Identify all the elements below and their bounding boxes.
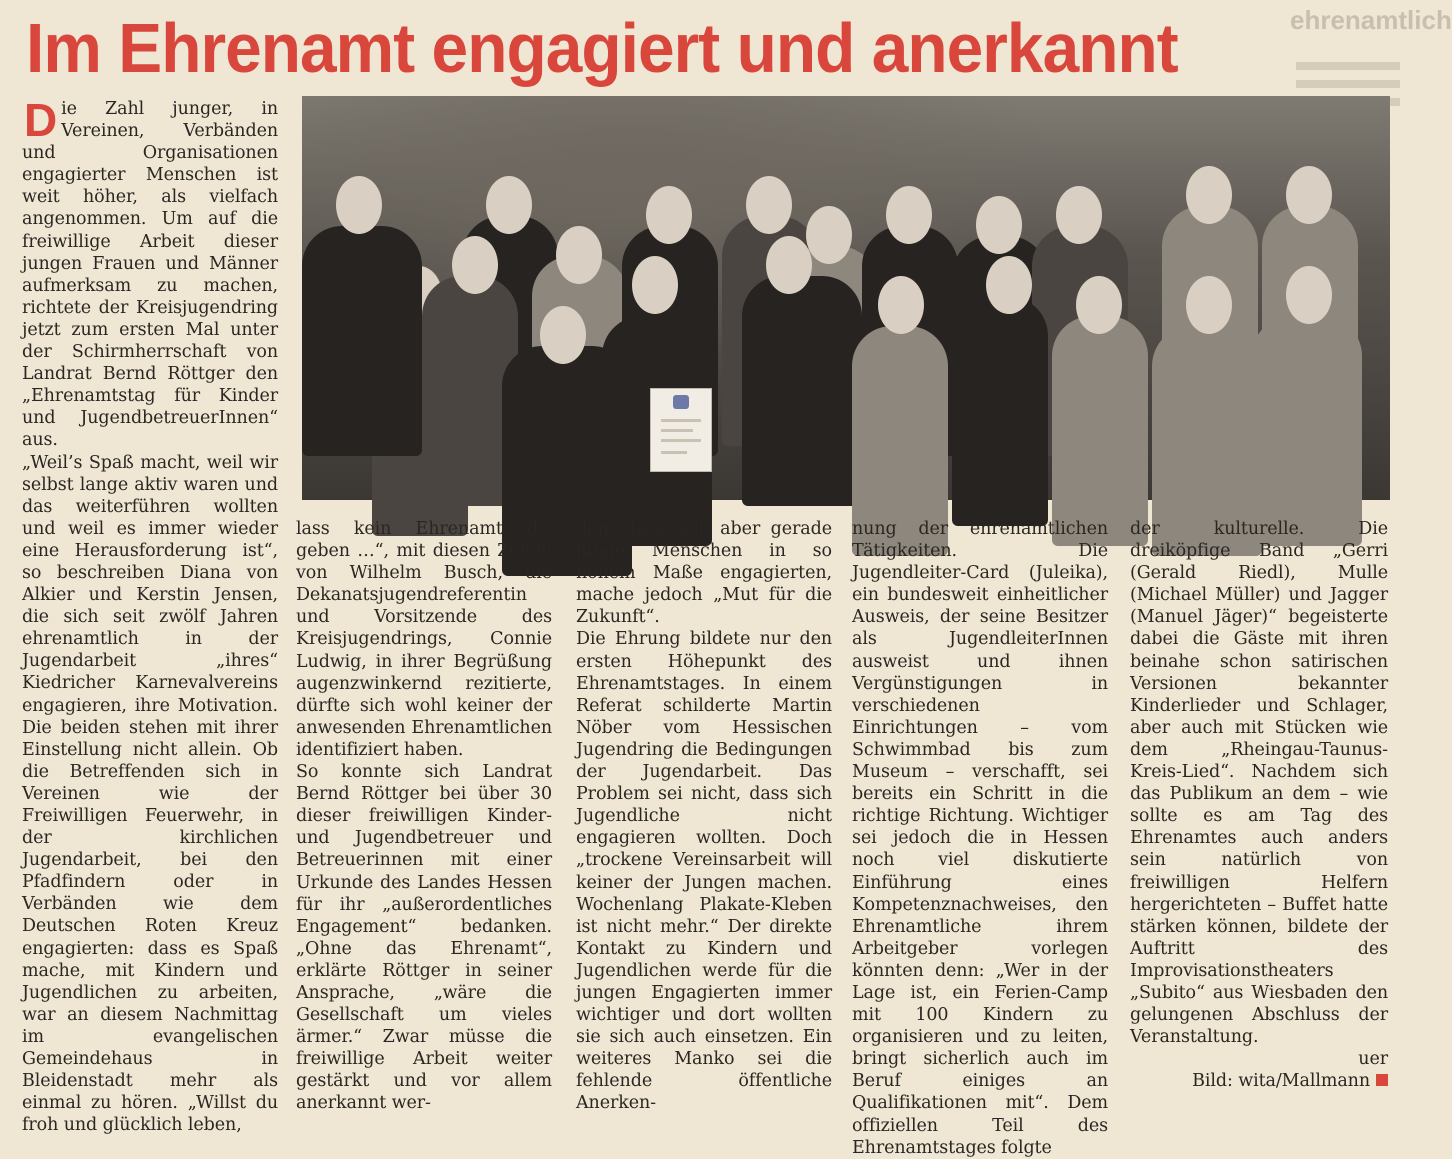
photo-credit: Bild: wita/Mallmann [1130,1070,1388,1092]
lead-paragraph: Die Zahl junger, in Vereinen, Verbänden und Organisationen engagierter Menschen ist weit höher, als vielfach angenommen. Um auf die freiwillige Arbeit dieser jungen Frauen und Männer aufmerksam zu machen, richtete der Kreisjugendring jetzt zum ersten Mal unter der Schirmherrschaft von Landrat Bernd Röttger den „Ehrenamtstag für Kinder und JugendbetreuerInnen“ aus. [22,94,278,451]
author-byline: uer [1358,1049,1388,1070]
group-photo [302,96,1390,500]
paragraph: der kulturelle. Die dreiköpfige Band „Gerri (Gerald Riedl), Mulle (Michael Müller) und Jagger (Manuel Jäger)“ begeisterte dabei die Gäste mit ihren beinahe schon satirischen Versionen bekannter Kinderlieder und Schlager, aber auch mit Stücken wie dem „Rheingau-Taunus-Kreis-Lied“. Nachdem sich das Publikum an dem – wie sollte es am Tag des Ehrenamtes auch anders sein natürlich von freiwilligen Helfern hergerichteten – Buffet hatte stärken können, bildete der Auftritt des Improvisationstheaters „Subito“ aus Wiesbaden den gelungenen Abschluss der Veranstaltung. [1130,519,1388,1048]
article-column-4 [852,518,1108,1158]
article-column-5 [1130,518,1388,1098]
paragraph: Die Ehrung bildete nur den ersten Höhepunkt des Ehrenamtstages. In einem Referat schilderte Martin Nöber vom Hessischen Jugendring die Bedingungen der Jugendarbeit. Das Problem sei nicht, dass sich Jugendliche nicht engagieren wollten. Doch „trockene Vereinsarbeit will keiner der Jungen machen. Wochenlang Plakate-Kleben ist nicht mehr.“ Der direkte Kontakt zu Kindern und Jugendlichen werde für die jungen Engagierten immer wichtiger und dort wollten sie sich auch einsetzen. Ein weiteres Manko sei die fehlende öffentliche Anerken- [576,629,832,1114]
drop-cap: D [24,94,58,146]
certificate [650,388,712,472]
paragraph: nung der ehrenamtlichen Tätigkeiten. Die Jugendleiter-Card (Juleika), ein bundesweit einheitlicher Ausweis, der seine Besitzer als JugendleiterInnen ausweist und ihnen Vergünstigungen in verschiedenen Einrichtungen – vom Schwimmbad bis zum Museum – verschafft, sei bereits ein Schritt in die richtige Richtung. Wichtiger sei jedoch die in Hessen noch viel diskutierte Einführung eines Kompetenznachweises, den Ehrenamtliche ihrem Arbeitgeber vorlegen könnten denn: „Wer in der Lage ist, ein Ferien-Camp mit 100 Kindern zu organisieren und zu leiten, bringt sicherlich auch im Beruf einiges an Qualifikationen mit“. Dem offiziellen Teil des Ehrenamtstages folgte [852,519,1108,1158]
paragraph: lass kein Ehrenamt dir geben …“, mit diesen Zeilen von Wilhelm Busch, die Dekanatsjugendreferentin und Vorsitzende des Kreisjugendrings, Connie Ludwig, in ihrer Begrüßung augenzwinkernd rezitierte, dürfte sich wohl keiner der anwesenden Ehrenamtlichen identifiziert haben. [296,519,552,760]
article-column-3 [576,518,832,1114]
paragraph: den, dass sich aber gerade junge Menschen in so hohem Maße engagierten, mache jedoch „Mut für die Zukunft“. [576,519,832,628]
paragraph: „Weil’s Spaß macht, weil wir selbst lange aktiv waren und das weiterführen wollten und weil es immer wieder eine Herausforderung ist“, so beschreiben Diana von Alkier und Kerstin Jensen, die sich seit zwölf Jahren ehrenamtlich in der Jugendarbeit „ihres“ Kiedricher Karnevalvereins engagieren, ihre Motivation. Die beiden stehen mit ihrer Einstellung nicht allein. Ob die Betreffenden sich in Vereinen wie der Freiwilligen Feuerwehr, in der kirchlichen Jugendarbeit, bei den Pfadfindern oder in Verbänden wie dem Deutschen Roten Kreuz engagierten: dass es Spaß mache, mit Kindern und Jugendlichen zu arbeiten, war an diesem Nachmittag im evangelischen Gemeindehaus in Bleidenstadt mehr als einmal zu hören. „Willst du froh und glücklich leben, [22,452,278,1136]
adjacent-article-title: ehrenamtlich [1290,5,1452,35]
paragraph: So konnte sich Landrat Bernd Röttger bei über 30 dieser freiwilligen Kinder- und Jugendbetreuer und Betreuerinnen mit einer Urkunde des Landes Hessen für ihr „außerordentliches Engagement“ bedanken. „Ohne das Ehrenamt“, erklärte Röttger in seiner Ansprache, „wäre die Gesellschaft um vieles ärmer.“ Zwar müsse die freiwillige Arbeit weiter gestärkt und vor allem anerkannt wer- [296,762,552,1114]
article-column-2 [296,518,552,1114]
headline: Im Ehrenamt engagiert und anerkannt [26,9,1178,87]
article-column-1 [22,94,278,1136]
end-mark-icon [1376,1074,1388,1086]
